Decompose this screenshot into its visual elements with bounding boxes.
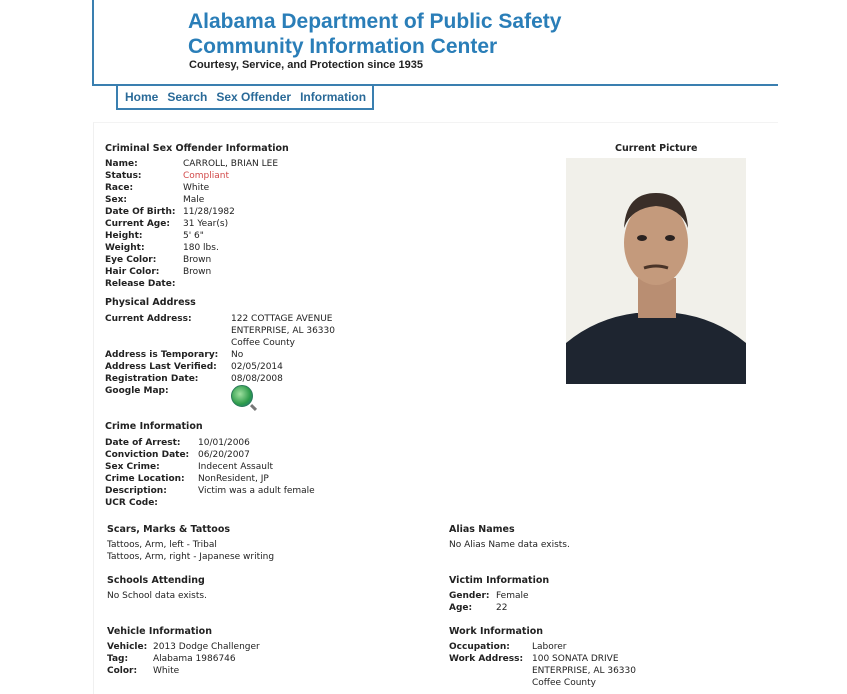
- victim-gender-label: Gender:: [449, 591, 490, 601]
- crime-field-label: Conviction Date:: [105, 450, 190, 460]
- offender-photo: [566, 158, 746, 384]
- schools-title: Schools Attending: [107, 575, 205, 586]
- main-nav: [116, 86, 374, 110]
- site-tagline: Courtesy, Service, and Protection since 1935: [189, 59, 423, 71]
- criminal-field-label: Current Age:: [105, 219, 170, 229]
- crime-field-label: Description:: [105, 486, 167, 496]
- site-subtitle: Community Information Center: [188, 35, 498, 58]
- vehicle-label: Vehicle:: [107, 642, 148, 652]
- google-map-icon[interactable]: [231, 385, 253, 407]
- nav-search[interactable]: Search: [167, 90, 208, 104]
- criminal-field-label: Sex:: [105, 195, 127, 205]
- occupation-label: Occupation:: [449, 642, 510, 652]
- current-address-label: Current Address:: [105, 314, 192, 324]
- current-address-line: Coffee County: [231, 338, 295, 348]
- crime-field-label: Sex Crime:: [105, 462, 160, 472]
- current-address-line: ENTERPRISE, AL 36330: [231, 326, 335, 336]
- criminal-field-value: White: [183, 183, 210, 193]
- criminal-field-value: 11/28/1982: [183, 207, 235, 217]
- alias-title: Alias Names: [449, 524, 515, 535]
- criminal-field-label: Eye Color:: [105, 255, 157, 265]
- scars-title: Scars, Marks & Tattoos: [107, 524, 231, 535]
- criminal-field-label: Hair Color:: [105, 267, 160, 277]
- scar-item: Tattoos, Arm, right - Japanese writing: [107, 552, 275, 562]
- physical-field-label: Google Map:: [105, 386, 169, 396]
- victim-age-label: Age:: [449, 603, 473, 613]
- work-address-label: Work Address:: [449, 654, 524, 664]
- crime-field-value: NonResident, JP: [198, 474, 269, 484]
- criminal-field-value: Compliant: [183, 171, 230, 181]
- crime-field-value: 06/20/2007: [198, 450, 250, 460]
- criminal-field-label: Weight:: [105, 243, 145, 253]
- header-border-left: [92, 0, 94, 85]
- tag-label: Tag:: [107, 654, 129, 664]
- work-title: Work Information: [449, 626, 544, 637]
- criminal-info-title: Criminal Sex Offender Information: [105, 143, 289, 154]
- victim-age-value: 22: [496, 603, 508, 613]
- criminal-field-label: Release Date:: [105, 279, 176, 289]
- nav-home[interactable]: Home: [125, 90, 159, 104]
- physical-field-label: Address is Temporary:: [105, 350, 219, 360]
- crime-info-title: Crime Information: [105, 421, 203, 432]
- work-address-line: ENTERPRISE, AL 36330: [532, 666, 636, 676]
- victim-title: Victim Information: [449, 575, 550, 586]
- crime-field-label: Crime Location:: [105, 474, 185, 484]
- crime-field-value: Indecent Assault: [198, 462, 273, 472]
- nav-information[interactable]: Information: [300, 90, 367, 104]
- site-title: Alabama Department of Public Safety: [188, 10, 562, 33]
- vehicle-title: Vehicle Information: [107, 626, 212, 637]
- current-picture-title: Current Picture: [615, 143, 698, 154]
- color-value: White: [153, 666, 180, 676]
- color-label: Color:: [107, 666, 138, 676]
- criminal-field-value: CARROLL, BRIAN LEE: [183, 159, 279, 169]
- criminal-field-label: Date Of Birth:: [105, 207, 176, 217]
- criminal-field-label: Status:: [105, 171, 142, 181]
- physical-field-label: Registration Date:: [105, 374, 199, 384]
- work-address-line: Coffee County: [532, 678, 596, 688]
- schools-text: No School data exists.: [107, 591, 207, 601]
- criminal-field-label: Race:: [105, 183, 134, 193]
- current-address-line: 122 COTTAGE AVENUE: [231, 314, 333, 324]
- criminal-field-value: Brown: [183, 267, 212, 277]
- criminal-field-label: Height:: [105, 231, 143, 241]
- scar-item: Tattoos, Arm, left - Tribal: [107, 540, 217, 550]
- criminal-field-value: 31 Year(s): [183, 219, 229, 229]
- physical-field-value: No: [231, 350, 244, 360]
- vehicle-value: 2013 Dodge Challenger: [153, 642, 260, 652]
- criminal-field-label: Name:: [105, 159, 138, 169]
- occupation-value: Laborer: [532, 642, 567, 652]
- crime-field-value: 10/01/2006: [198, 438, 250, 448]
- physical-field-value: 08/08/2008: [231, 374, 283, 384]
- criminal-field-value: Brown: [183, 255, 212, 265]
- physical-field-value: 02/05/2014: [231, 362, 283, 372]
- physical-field-label: Address Last Verified:: [105, 362, 217, 372]
- criminal-field-value: Male: [183, 195, 205, 205]
- criminal-field-value: 180 lbs.: [183, 243, 219, 253]
- alias-text: No Alias Name data exists.: [449, 540, 570, 550]
- tag-value: Alabama 1986746: [153, 654, 236, 664]
- crime-field-value: Victim was a adult female: [198, 486, 315, 496]
- crime-field-label: Date of Arrest:: [105, 438, 181, 448]
- nav-sex-offender[interactable]: Sex Offender: [216, 90, 292, 104]
- criminal-field-value: 5' 6": [183, 231, 204, 241]
- work-address-line: 100 SONATA DRIVE: [532, 654, 619, 664]
- victim-gender-value: Female: [496, 591, 529, 601]
- crime-field-label: UCR Code:: [105, 498, 158, 508]
- physical-address-title: Physical Address: [105, 297, 196, 308]
